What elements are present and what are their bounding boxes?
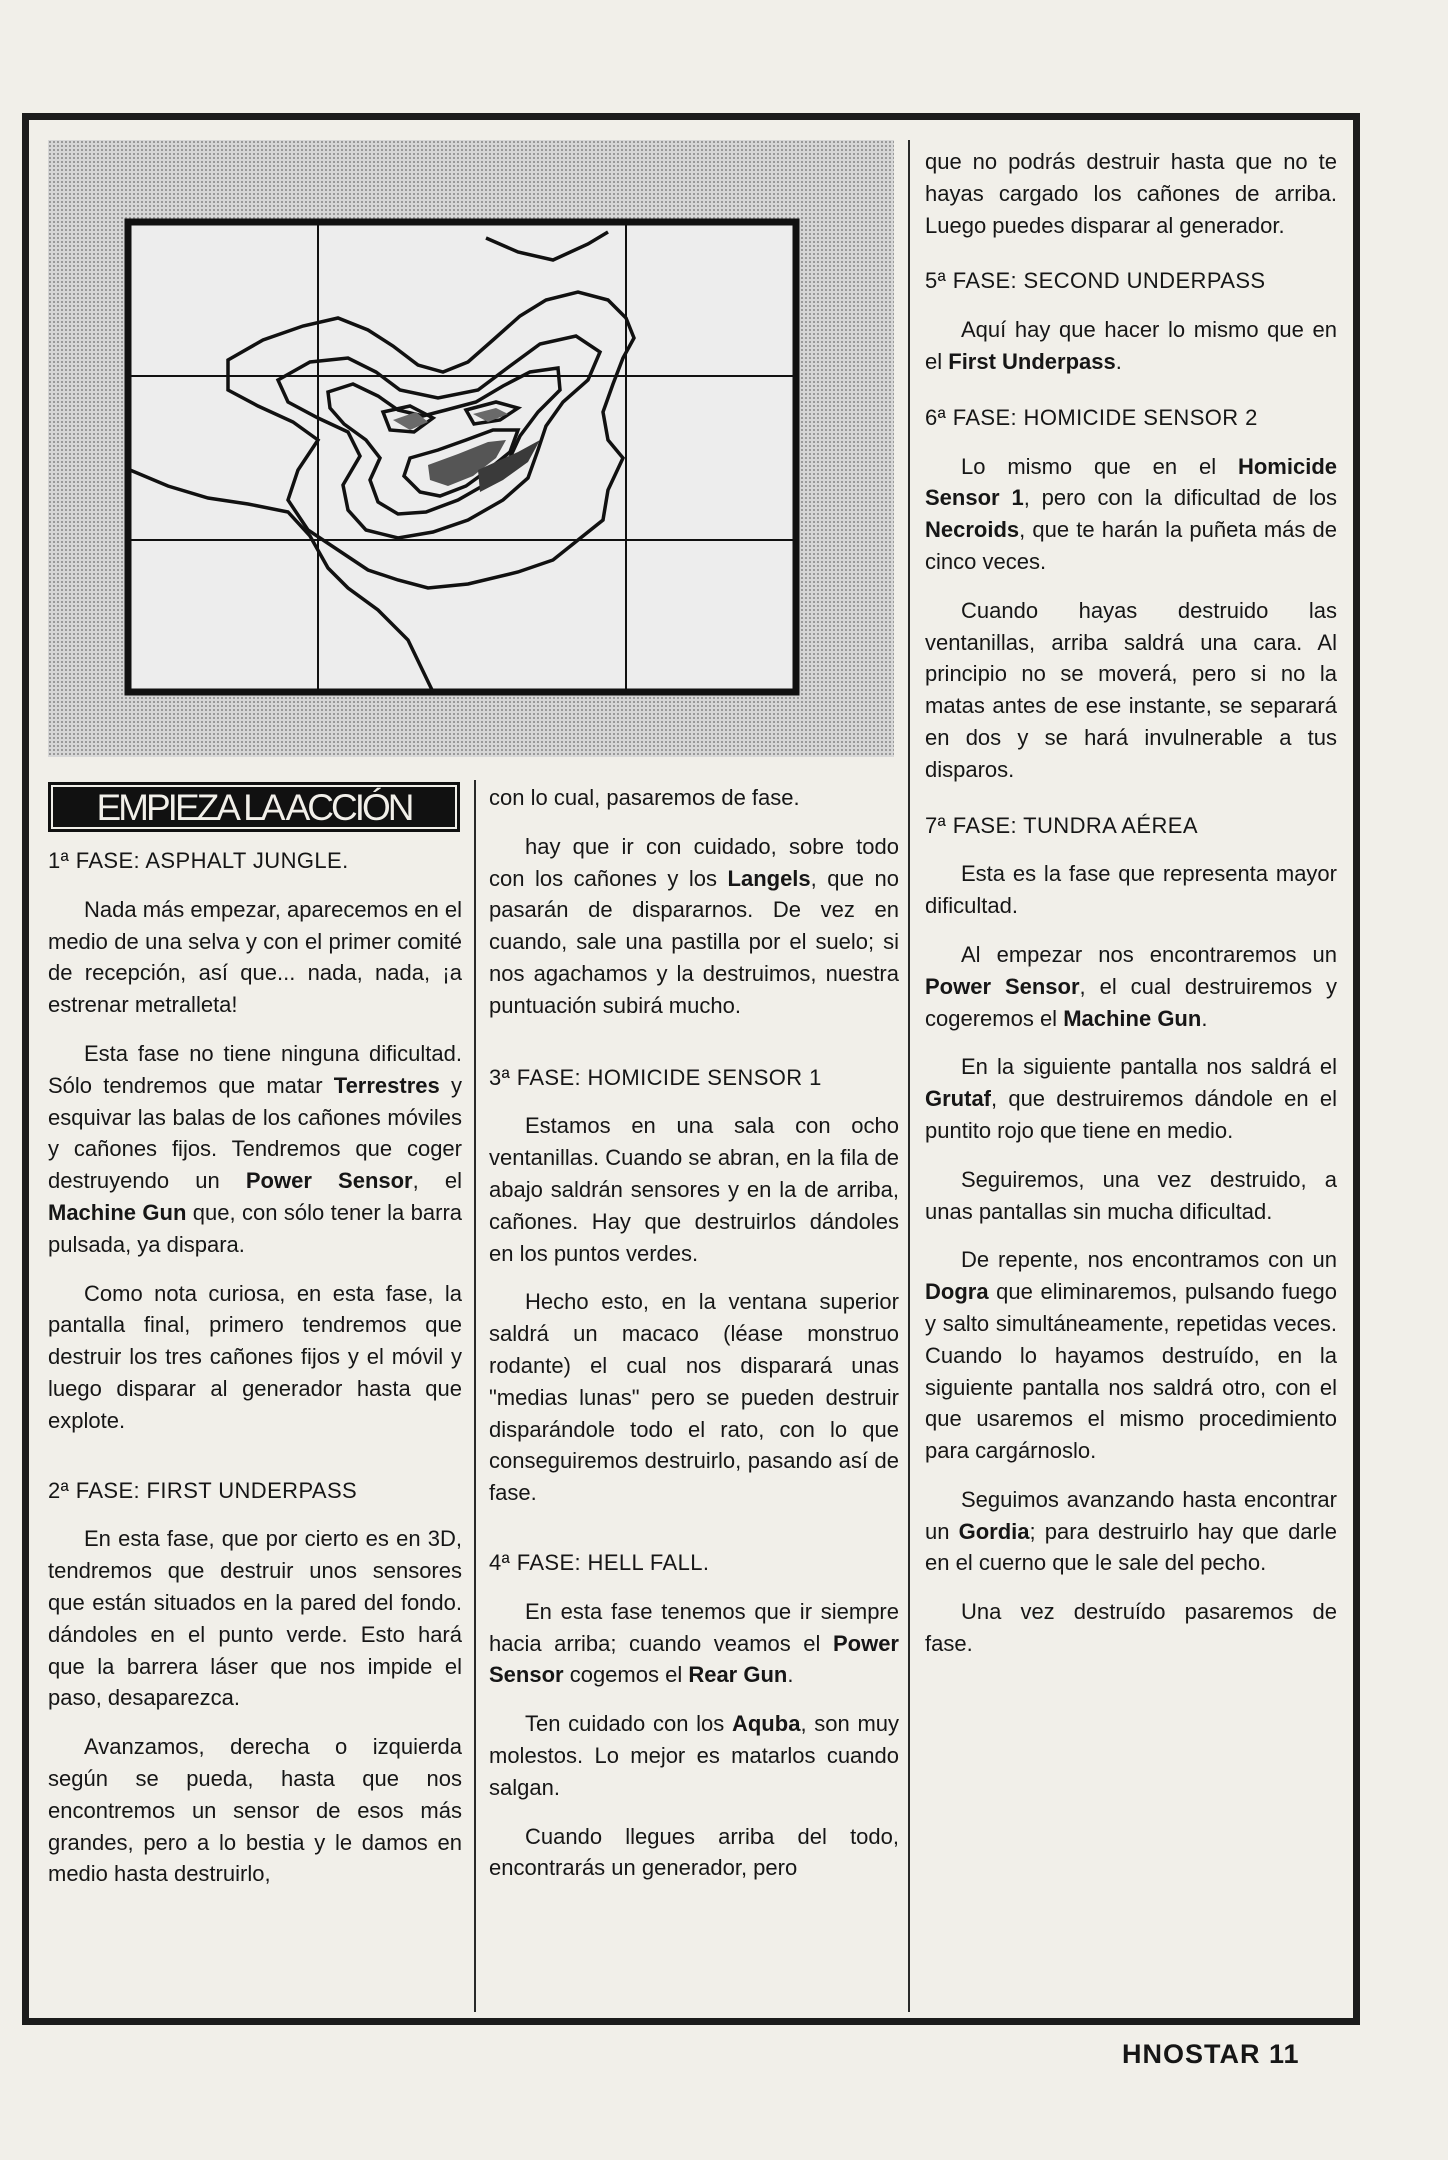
- paragraph: Una vez destruído pasaremos de fase.: [925, 1599, 1337, 1657]
- column-divider-1: [474, 780, 476, 2012]
- paragraph: Esta fase no tiene ninguna dificultad. Sólo tendremos que matar Terrestres y esquivar las balas de los cañones móviles y cañones fijos. Tendremos que coger destruyendo un Power Sensor, el Machine Gun que, con sólo tener la barra pulsada, ya dispara.: [48, 1040, 463, 1257]
- paragraph: Ten cuidado con los Aquba, son muy molestos. Lo mejor es matarlos cuando salgan.: [489, 1711, 900, 1800]
- paragraph: que no podrás destruir hasta que no te hayas cargado los cañones de arriba. Luego puedes disparar al generador.: [925, 149, 1337, 238]
- heading-phase-7: 7ª FASE: TUNDRA AÉREA: [925, 812, 1198, 838]
- column-1: [48, 845, 462, 1907]
- heading-phase-5: 5ª FASE: SECOND UNDERPASS: [925, 268, 1266, 294]
- heading-phase-4: 4ª FASE: HELL FALL.: [489, 1549, 710, 1575]
- paragraph: Seguimos avanzando hasta encontrar un Gordia; para destruirlo hay que darle en el cuerno que le sale del pecho.: [925, 1486, 1337, 1576]
- paragraph: Al empezar nos encontraremos un Power Sensor, el cual destruiremos y cogeremos el Machine Gun.: [925, 941, 1338, 1031]
- paragraph: Seguiremos, una vez destruido, a unas pantallas sin mucha dificultad.: [925, 1166, 1337, 1224]
- banner-title: EMPIEZA LA ACCIÓN: [51, 785, 457, 829]
- paragraph: En esta fase tenemos que ir siempre hacia arriba; cuando veamos el Power Sensor cogemos el Rear Gun.: [489, 1598, 899, 1688]
- paragraph: Esta es la fase que representa mayor dificultad.: [925, 861, 1337, 919]
- heading-phase-3: 3ª FASE: HOMICIDE SENSOR 1: [489, 1064, 822, 1090]
- column-2: [489, 782, 899, 1901]
- paragraph: con lo cual, pasaremos de fase.: [489, 785, 800, 810]
- paragraph: Hecho esto, en la ventana superior saldrá un macaco (léase monstruo rodante) el cual nos disparará unas "medias lunas" pero se pueden destruir disparándole todo el rato, con lo que conseguiremos destruirlo, pasando así de fase.: [489, 1289, 899, 1506]
- paragraph: Avanzamos, derecha o izquierda según se pueda, hasta que nos encontremos un sensor de esos más grandes, pero a lo bestia y le damos en medio hasta destruirlo,: [48, 1734, 462, 1887]
- paragraph: Aquí hay que hacer lo mismo que en el First Underpass.: [925, 317, 1337, 374]
- paragraph: hay que ir con cuidado, sobre todo con los cañones y los Langels, que no pasarán de dispararnos. De vez en cuando, sale una pastilla por el suelo; si nos agachamos y la destruimos, nuestra puntuación subirá mucho.: [489, 833, 899, 1018]
- paragraph: Nada más empezar, aparecemos en el medio de una selva y con el primer comité de recepción, así que... nada, nada, ¡a estrenar metralleta!: [48, 896, 462, 1018]
- paragraph: Lo mismo que en el Homicide Sensor 1, pero con la dificultad de los Necroids, que te harán la puñeta más de cinco veces.: [925, 453, 1337, 574]
- paragraph: Como nota curiosa, en esta fase, la pantalla final, primero tendremos que destruir los tres cañones fijos y el móvil y luego disparar al generador hasta que explote.: [48, 1280, 462, 1433]
- heading-phase-1: 1ª FASE: ASPHALT JUNGLE.: [48, 848, 349, 873]
- column-3: [925, 146, 1337, 1677]
- terrain-map-svg: [48, 140, 894, 757]
- paragraph: En la siguiente pantalla nos saldrá el Grutaf, que destruiremos dándole en el puntito rojo que tiene en medio.: [925, 1054, 1337, 1143]
- paragraph: Cuando llegues arriba del todo, encontrarás un generador, pero: [489, 1823, 899, 1881]
- map-illustration: [48, 140, 894, 757]
- section-banner: [48, 782, 460, 832]
- paragraph: Estamos en una sala con ocho ventanillas. Cuando se abran, en la fila de abajo saldrán sensores y en la de arriba, cañones. Hay que destruirlos dándoles en los puntos verdes.: [489, 1113, 899, 1266]
- paragraph: En esta fase, que por cierto es en 3D, tendremos que destruir unos sensores que están situados en la pared del fondo. dándoles en el punto verde. Esto hará que la barrera láser que nos impide el paso, desaparezca.: [48, 1526, 462, 1711]
- heading-phase-2: 2ª FASE: FIRST UNDERPASS: [48, 1477, 358, 1503]
- page-footer: HNOSTAR 11: [1122, 2039, 1300, 2069]
- paragraph: Cuando hayas destruido las ventanillas, arriba saldrá una cara. Al principio no se moverá, pero si no la matas antes de ese instante, se separará en dos y se hará invulnerable a tus disparos.: [925, 597, 1337, 782]
- paragraph: De repente, nos encontramos con un Dogra que eliminaremos, pulsando fuego y salto simultáneamente, repetidas veces. Cuando lo hayamos destruído, en la siguiente pantalla nos saldrá otro, con el que usaremos el mismo procedimiento para cargárnoslo.: [925, 1247, 1337, 1464]
- column-divider-2: [908, 140, 910, 2012]
- heading-phase-6: 6ª FASE: HOMICIDE SENSOR 2: [925, 404, 1258, 430]
